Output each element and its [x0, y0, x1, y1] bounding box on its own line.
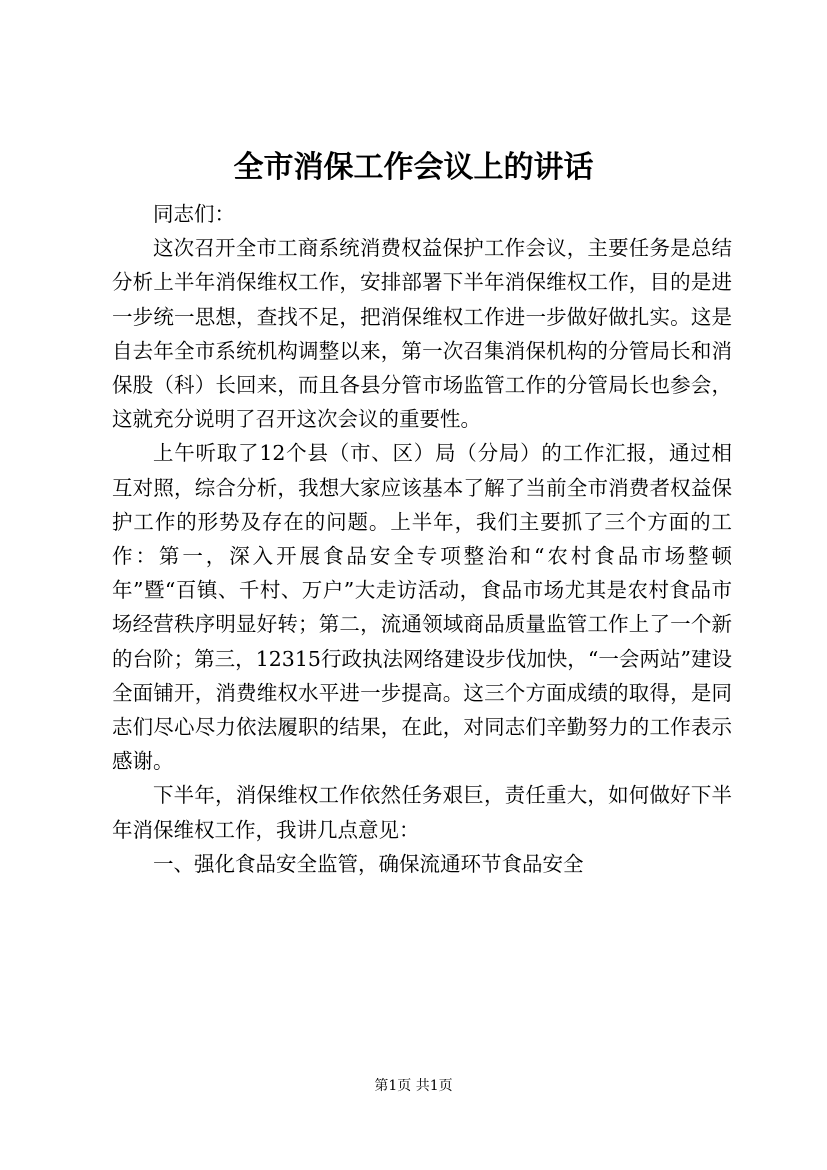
body-paragraph: 这次召开全市工商系统消费权益保护工作会议，主要任务是总结分析上半年消保维权工作，安排部署下半年消保维权工作，目的是进一步统一思想，查找不足，把消保维权工作进一步做好做扎实。这是自去年全市系统机构调整以来，第一次召集消保机构的分管局长和消保股（科）长回来，而且各县分管市场监管工作的分管局长也参会，这就充分说明了召开这次会议的重要性。: [112, 236, 732, 432]
document-body: [112, 197, 732, 881]
document-title: 全市消保工作会议上的讲话: [233, 150, 594, 185]
section-heading: 一、强化食品安全监管，确保流通环节食品安全: [153, 851, 584, 876]
body-paragraph: 下半年，消保维权工作依然任务艰巨，责任重大，如何做好下半年消保维权工作，我讲几点意见：: [112, 783, 732, 842]
page-footer: 第1页 共1页: [374, 1078, 453, 1094]
salutation-paragraph: 同志们：: [153, 202, 235, 226]
body-paragraph: 上午听取了12个县（市、区）局（分局）的工作汇报，通过相互对照，综合分析，我想大家应该基本了解了当前全市消费者权益保护工作的形势及存在的问题。上半年，我们主要抓了三个方面的工作：第一，深入开展食品安全专项整治和“农村食品市场整顿年”暨“百镇、千村、万户”大走访活动，食品市场尤其是农村食品市场经营秩序明显好转；第二，流通领域商品质量监管工作上了一个新的台阶；第三，12315行政执法网络建设步伐加快，“一会两站”建设全面铺开，消费维权水平进一步提高。这三个方面成绩的取得，是同志们尽心尽力依法履职的结果，在此，对同志们辛勤努力的工作表示感谢。: [112, 441, 732, 774]
